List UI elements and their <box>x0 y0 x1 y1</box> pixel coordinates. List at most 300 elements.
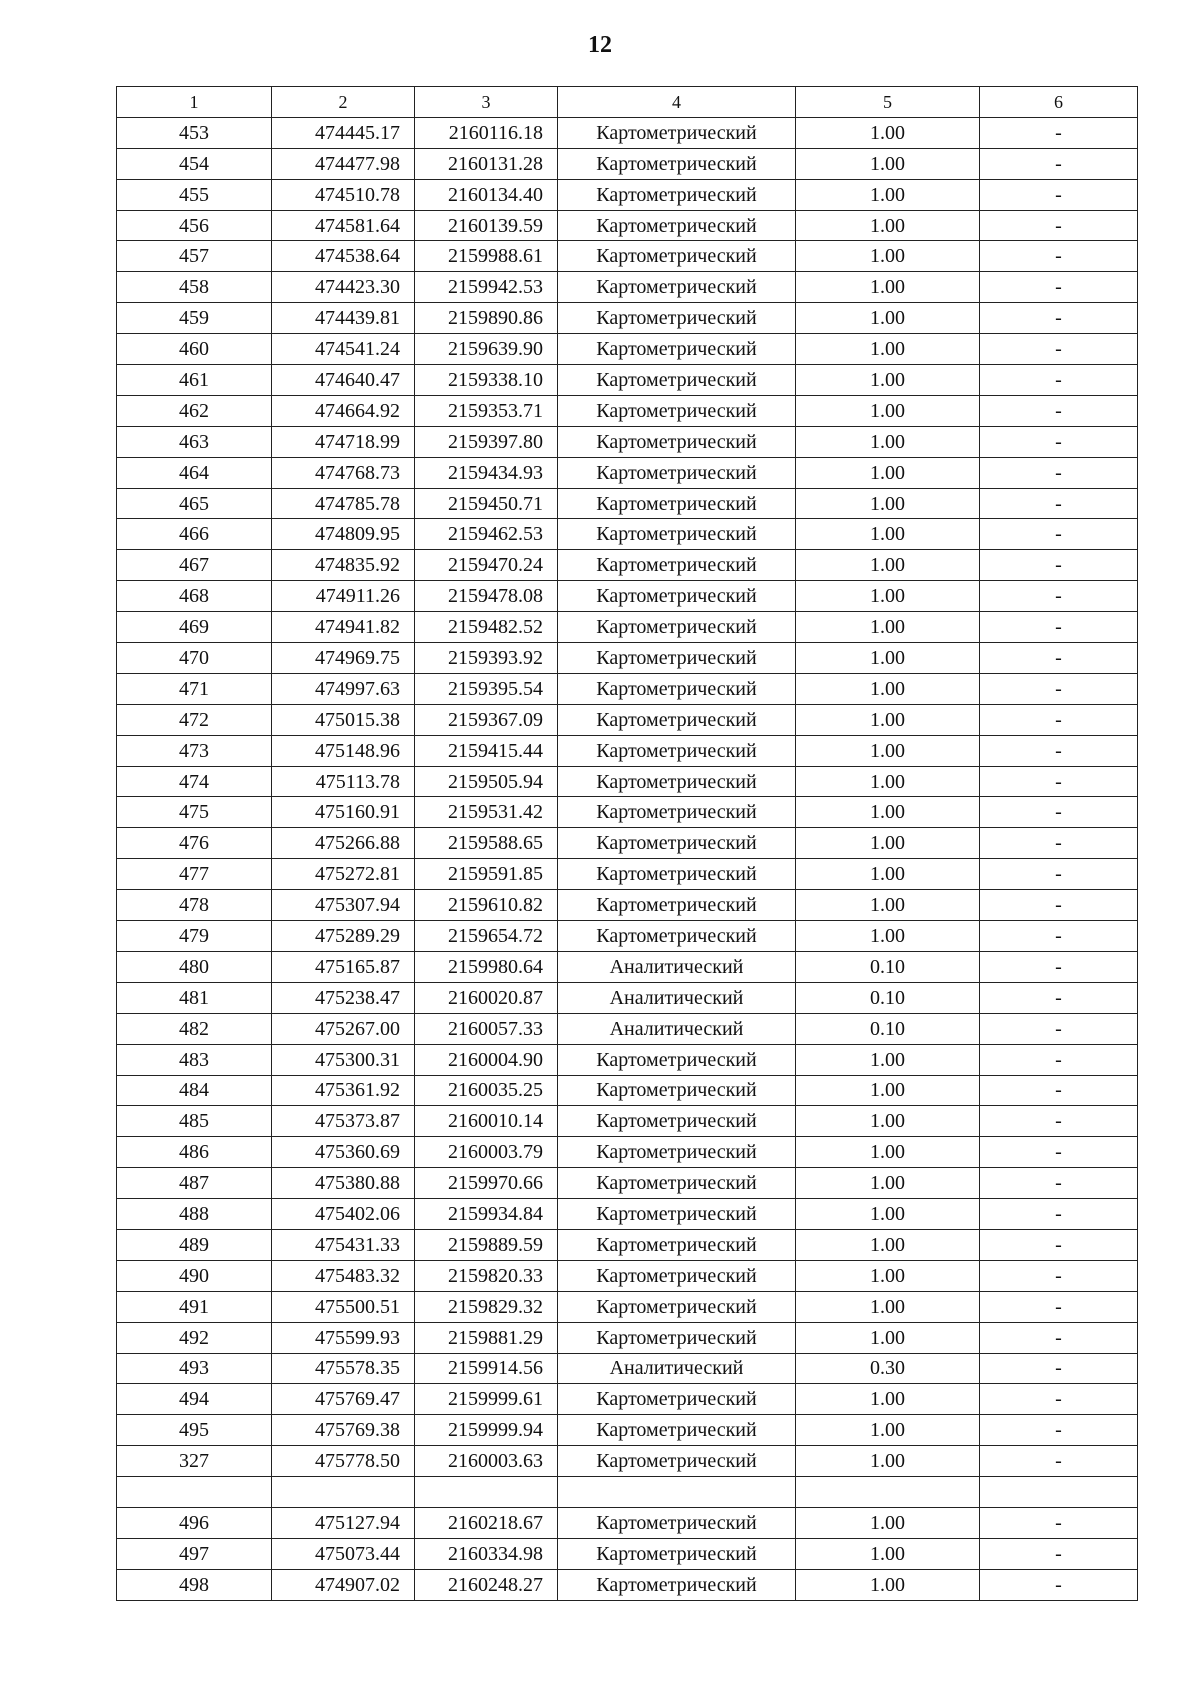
cell-point-number: 464 <box>117 457 272 488</box>
table-row <box>117 1415 1138 1446</box>
cell-method: Картометрический <box>558 365 796 396</box>
cell-y-coordinate: 2159890.86 <box>415 303 558 334</box>
column-header-3: 3 <box>415 87 558 118</box>
cell-point-number: 484 <box>117 1075 272 1106</box>
cell-point-number: 477 <box>117 859 272 890</box>
cell-accuracy: 1.00 <box>796 1168 980 1199</box>
table-row <box>117 612 1138 643</box>
column-header-2: 2 <box>272 87 415 118</box>
table-row <box>117 303 1138 334</box>
column-header-1: 1 <box>117 87 272 118</box>
cell-y-coordinate: 2159462.53 <box>415 519 558 550</box>
table-row <box>117 1384 1138 1415</box>
cell-point-number: 458 <box>117 272 272 303</box>
cell-x-coordinate: 474997.63 <box>272 673 415 704</box>
cell-accuracy: 0.30 <box>796 1353 980 1384</box>
cell-note: - <box>980 1322 1138 1353</box>
cell-y-coordinate: 2160334.98 <box>415 1538 558 1569</box>
cell-method: Картометрический <box>558 1106 796 1137</box>
table-row <box>117 735 1138 766</box>
cell-method: Картометрический <box>558 1137 796 1168</box>
cell-point-number: 488 <box>117 1199 272 1230</box>
cell-note <box>980 1477 1138 1508</box>
cell-x-coordinate: 475113.78 <box>272 766 415 797</box>
cell-method: Картометрический <box>558 704 796 735</box>
cell-method: Картометрический <box>558 117 796 148</box>
cell-accuracy: 1.00 <box>796 704 980 735</box>
cell-point-number: 465 <box>117 488 272 519</box>
cell-note: - <box>980 395 1138 426</box>
table-row <box>117 859 1138 890</box>
cell-note: - <box>980 1168 1138 1199</box>
table-row <box>117 241 1138 272</box>
cell-x-coordinate: 475148.96 <box>272 735 415 766</box>
cell-y-coordinate: 2160004.90 <box>415 1044 558 1075</box>
cell-note: - <box>980 426 1138 457</box>
cell-x-coordinate: 474941.82 <box>272 612 415 643</box>
cell-note: - <box>980 643 1138 674</box>
cell-y-coordinate: 2159639.90 <box>415 334 558 365</box>
cell-method: Картометрический <box>558 395 796 426</box>
cell-x-coordinate: 475267.00 <box>272 1013 415 1044</box>
cell-x-coordinate: 475073.44 <box>272 1538 415 1569</box>
cell-method: Картометрический <box>558 921 796 952</box>
cell-y-coordinate: 2159434.93 <box>415 457 558 488</box>
cell-accuracy: 1.00 <box>796 612 980 643</box>
cell-y-coordinate: 2160134.40 <box>415 179 558 210</box>
cell-note: - <box>980 179 1138 210</box>
cell-note: - <box>980 1106 1138 1137</box>
cell-note: - <box>980 148 1138 179</box>
cell-point-number: 485 <box>117 1106 272 1137</box>
cell-method: Картометрический <box>558 1415 796 1446</box>
table-row <box>117 395 1138 426</box>
cell-y-coordinate: 2159395.54 <box>415 673 558 704</box>
table-header-row <box>117 87 1138 118</box>
cell-accuracy: 1.00 <box>796 1569 980 1600</box>
cell-y-coordinate: 2159889.59 <box>415 1229 558 1260</box>
table-row <box>117 334 1138 365</box>
cell-note: - <box>980 365 1138 396</box>
cell-point-number <box>117 1477 272 1508</box>
cell-method: Картометрический <box>558 1168 796 1199</box>
cell-accuracy: 1.00 <box>796 365 980 396</box>
cell-accuracy: 1.00 <box>796 1137 980 1168</box>
cell-point-number: 493 <box>117 1353 272 1384</box>
cell-method: Картометрический <box>558 488 796 519</box>
cell-y-coordinate: 2159531.42 <box>415 797 558 828</box>
table-body <box>117 87 1138 1601</box>
table-row <box>117 1507 1138 1538</box>
table-row <box>117 951 1138 982</box>
cell-note: - <box>980 1384 1138 1415</box>
cell-method: Аналитический <box>558 951 796 982</box>
cell-accuracy: 1.00 <box>796 1260 980 1291</box>
cell-accuracy: 1.00 <box>796 303 980 334</box>
cell-note: - <box>980 457 1138 488</box>
cell-y-coordinate: 2159654.72 <box>415 921 558 952</box>
cell-method: Картометрический <box>558 210 796 241</box>
cell-accuracy <box>796 1477 980 1508</box>
cell-method: Картометрический <box>558 735 796 766</box>
cell-x-coordinate: 475500.51 <box>272 1291 415 1322</box>
cell-point-number: 491 <box>117 1291 272 1322</box>
table-row <box>117 117 1138 148</box>
table-row <box>117 1199 1138 1230</box>
cell-x-coordinate: 474581.64 <box>272 210 415 241</box>
cell-x-coordinate: 475778.50 <box>272 1446 415 1477</box>
cell-accuracy: 1.00 <box>796 210 980 241</box>
table-row <box>117 1569 1138 1600</box>
cell-x-coordinate: 475289.29 <box>272 921 415 952</box>
cell-accuracy: 1.00 <box>796 334 980 365</box>
cell-method: Картометрический <box>558 303 796 334</box>
cell-point-number: 466 <box>117 519 272 550</box>
cell-x-coordinate: 475599.93 <box>272 1322 415 1353</box>
cell-note: - <box>980 1229 1138 1260</box>
cell-method: Картометрический <box>558 1044 796 1075</box>
cell-y-coordinate: 2159820.33 <box>415 1260 558 1291</box>
table-row <box>117 921 1138 952</box>
cell-note: - <box>980 735 1138 766</box>
cell-y-coordinate: 2159881.29 <box>415 1322 558 1353</box>
cell-accuracy: 1.00 <box>796 673 980 704</box>
cell-x-coordinate: 475300.31 <box>272 1044 415 1075</box>
cell-point-number: 471 <box>117 673 272 704</box>
cell-method: Картометрический <box>558 673 796 704</box>
table-row <box>117 550 1138 581</box>
cell-accuracy: 1.00 <box>796 1538 980 1569</box>
table-row <box>117 519 1138 550</box>
cell-accuracy: 1.00 <box>796 1507 980 1538</box>
cell-y-coordinate: 2160003.63 <box>415 1446 558 1477</box>
cell-method: Картометрический <box>558 643 796 674</box>
cell-y-coordinate: 2159505.94 <box>415 766 558 797</box>
cell-method: Картометрический <box>558 1446 796 1477</box>
cell-point-number: 457 <box>117 241 272 272</box>
cell-accuracy: 1.00 <box>796 179 980 210</box>
cell-point-number: 476 <box>117 828 272 859</box>
cell-note: - <box>980 673 1138 704</box>
cell-accuracy: 1.00 <box>796 1384 980 1415</box>
cell-point-number: 460 <box>117 334 272 365</box>
cell-y-coordinate: 2160035.25 <box>415 1075 558 1106</box>
column-header-5: 5 <box>796 87 980 118</box>
cell-note: - <box>980 1199 1138 1230</box>
cell-x-coordinate: 474541.24 <box>272 334 415 365</box>
cell-point-number: 483 <box>117 1044 272 1075</box>
cell-accuracy: 1.00 <box>796 1199 980 1230</box>
cell-method <box>558 1477 796 1508</box>
cell-x-coordinate: 475307.94 <box>272 890 415 921</box>
cell-accuracy: 1.00 <box>796 519 980 550</box>
table-row <box>117 1353 1138 1384</box>
cell-point-number: 498 <box>117 1569 272 1600</box>
cell-accuracy: 1.00 <box>796 272 980 303</box>
cell-point-number: 475 <box>117 797 272 828</box>
cell-accuracy: 0.10 <box>796 951 980 982</box>
cell-y-coordinate: 2159353.71 <box>415 395 558 426</box>
cell-method: Картометрический <box>558 519 796 550</box>
cell-point-number: 454 <box>117 148 272 179</box>
cell-note: - <box>980 241 1138 272</box>
cell-y-coordinate: 2159470.24 <box>415 550 558 581</box>
table-row <box>117 1075 1138 1106</box>
cell-point-number: 490 <box>117 1260 272 1291</box>
cell-method: Картометрический <box>558 1384 796 1415</box>
cell-accuracy: 1.00 <box>796 797 980 828</box>
cell-y-coordinate: 2159914.56 <box>415 1353 558 1384</box>
cell-accuracy: 1.00 <box>796 643 980 674</box>
cell-y-coordinate: 2159338.10 <box>415 365 558 396</box>
coordinates-table <box>116 86 1138 1601</box>
table-row <box>117 1477 1138 1508</box>
table-row <box>117 1229 1138 1260</box>
cell-method: Картометрический <box>558 1569 796 1600</box>
cell-point-number: 486 <box>117 1137 272 1168</box>
column-header-6: 6 <box>980 87 1138 118</box>
cell-method: Картометрический <box>558 859 796 890</box>
cell-y-coordinate: 2159829.32 <box>415 1291 558 1322</box>
cell-note: - <box>980 766 1138 797</box>
cell-note: - <box>980 117 1138 148</box>
cell-y-coordinate: 2159999.61 <box>415 1384 558 1415</box>
table-row <box>117 210 1138 241</box>
cell-note: - <box>980 828 1138 859</box>
cell-method: Картометрический <box>558 890 796 921</box>
cell-y-coordinate: 2159478.08 <box>415 581 558 612</box>
cell-y-coordinate: 2159970.66 <box>415 1168 558 1199</box>
table-row <box>117 1260 1138 1291</box>
cell-point-number: 478 <box>117 890 272 921</box>
cell-x-coordinate: 475127.94 <box>272 1507 415 1538</box>
cell-note: - <box>980 704 1138 735</box>
cell-method: Картометрический <box>558 612 796 643</box>
cell-accuracy: 1.00 <box>796 1291 980 1322</box>
cell-note: - <box>980 334 1138 365</box>
cell-point-number: 494 <box>117 1384 272 1415</box>
cell-note: - <box>980 859 1138 890</box>
cell-note: - <box>980 1291 1138 1322</box>
table-row <box>117 766 1138 797</box>
cell-accuracy: 1.00 <box>796 1075 980 1106</box>
table-row <box>117 890 1138 921</box>
cell-y-coordinate: 2160116.18 <box>415 117 558 148</box>
table-row <box>117 673 1138 704</box>
cell-note: - <box>980 1415 1138 1446</box>
cell-x-coordinate: 474911.26 <box>272 581 415 612</box>
cell-accuracy: 0.10 <box>796 982 980 1013</box>
cell-x-coordinate: 474538.64 <box>272 241 415 272</box>
cell-point-number: 496 <box>117 1507 272 1538</box>
cell-point-number: 489 <box>117 1229 272 1260</box>
cell-point-number: 453 <box>117 117 272 148</box>
table-row <box>117 1168 1138 1199</box>
cell-note: - <box>980 519 1138 550</box>
cell-method: Картометрический <box>558 148 796 179</box>
cell-note: - <box>980 612 1138 643</box>
cell-accuracy: 1.00 <box>796 1044 980 1075</box>
cell-accuracy: 1.00 <box>796 1322 980 1353</box>
cell-method: Аналитический <box>558 1013 796 1044</box>
cell-method: Картометрический <box>558 457 796 488</box>
table-row <box>117 365 1138 396</box>
cell-method: Картометрический <box>558 272 796 303</box>
cell-y-coordinate: 2159988.61 <box>415 241 558 272</box>
cell-y-coordinate: 2159934.84 <box>415 1199 558 1230</box>
table-row <box>117 1446 1138 1477</box>
cell-note: - <box>980 1013 1138 1044</box>
table-row <box>117 1322 1138 1353</box>
cell-y-coordinate: 2159482.52 <box>415 612 558 643</box>
cell-point-number: 479 <box>117 921 272 952</box>
table-row <box>117 982 1138 1013</box>
cell-point-number: 468 <box>117 581 272 612</box>
cell-note: - <box>980 890 1138 921</box>
cell-x-coordinate: 474768.73 <box>272 457 415 488</box>
cell-accuracy: 1.00 <box>796 581 980 612</box>
cell-y-coordinate: 2160020.87 <box>415 982 558 1013</box>
cell-point-number: 487 <box>117 1168 272 1199</box>
cell-y-coordinate: 2159999.94 <box>415 1415 558 1446</box>
cell-accuracy: 1.00 <box>796 148 980 179</box>
cell-x-coordinate: 475380.88 <box>272 1168 415 1199</box>
cell-note: - <box>980 982 1138 1013</box>
table-row <box>117 704 1138 735</box>
cell-note: - <box>980 488 1138 519</box>
table-row <box>117 797 1138 828</box>
cell-note: - <box>980 272 1138 303</box>
cell-point-number: 470 <box>117 643 272 674</box>
cell-x-coordinate: 475769.47 <box>272 1384 415 1415</box>
cell-y-coordinate: 2159367.09 <box>415 704 558 735</box>
table-row <box>117 179 1138 210</box>
cell-note: - <box>980 1260 1138 1291</box>
cell-x-coordinate: 475266.88 <box>272 828 415 859</box>
table-row <box>117 1013 1138 1044</box>
cell-point-number: 459 <box>117 303 272 334</box>
cell-y-coordinate: 2160003.79 <box>415 1137 558 1168</box>
cell-point-number: 462 <box>117 395 272 426</box>
cell-x-coordinate: 474640.47 <box>272 365 415 396</box>
cell-accuracy: 1.00 <box>796 1106 980 1137</box>
cell-y-coordinate: 2160010.14 <box>415 1106 558 1137</box>
cell-note: - <box>980 210 1138 241</box>
cell-method: Картометрический <box>558 1199 796 1230</box>
table-row <box>117 488 1138 519</box>
cell-x-coordinate: 475160.91 <box>272 797 415 828</box>
cell-accuracy: 1.00 <box>796 1229 980 1260</box>
cell-accuracy: 1.00 <box>796 735 980 766</box>
cell-x-coordinate: 474664.92 <box>272 395 415 426</box>
cell-x-coordinate: 474439.81 <box>272 303 415 334</box>
cell-method: Картометрический <box>558 1322 796 1353</box>
cell-point-number: 327 <box>117 1446 272 1477</box>
cell-y-coordinate: 2159450.71 <box>415 488 558 519</box>
cell-point-number: 472 <box>117 704 272 735</box>
cell-accuracy: 1.00 <box>796 457 980 488</box>
cell-method: Картометрический <box>558 1538 796 1569</box>
cell-point-number: 480 <box>117 951 272 982</box>
cell-method: Картометрический <box>558 1507 796 1538</box>
table-row <box>117 457 1138 488</box>
cell-accuracy: 1.00 <box>796 890 980 921</box>
cell-point-number: 474 <box>117 766 272 797</box>
cell-accuracy: 1.00 <box>796 859 980 890</box>
cell-accuracy: 1.00 <box>796 921 980 952</box>
cell-note: - <box>980 1075 1138 1106</box>
table-row <box>117 1538 1138 1569</box>
table-row <box>117 1044 1138 1075</box>
cell-point-number: 455 <box>117 179 272 210</box>
cell-x-coordinate: 475578.35 <box>272 1353 415 1384</box>
cell-point-number: 495 <box>117 1415 272 1446</box>
cell-note: - <box>980 550 1138 581</box>
cell-accuracy: 1.00 <box>796 1446 980 1477</box>
cell-point-number: 481 <box>117 982 272 1013</box>
cell-accuracy: 1.00 <box>796 488 980 519</box>
cell-method: Аналитический <box>558 982 796 1013</box>
cell-x-coordinate: 475165.87 <box>272 951 415 982</box>
cell-note: - <box>980 921 1138 952</box>
cell-method: Картометрический <box>558 1229 796 1260</box>
table-row <box>117 272 1138 303</box>
cell-y-coordinate: 2160218.67 <box>415 1507 558 1538</box>
cell-x-coordinate: 475431.33 <box>272 1229 415 1260</box>
column-header-4: 4 <box>558 87 796 118</box>
cell-x-coordinate: 475238.47 <box>272 982 415 1013</box>
cell-accuracy: 1.00 <box>796 1415 980 1446</box>
cell-note: - <box>980 1446 1138 1477</box>
cell-method: Картометрический <box>558 581 796 612</box>
cell-x-coordinate: 475402.06 <box>272 1199 415 1230</box>
cell-note: - <box>980 1538 1138 1569</box>
cell-y-coordinate: 2159610.82 <box>415 890 558 921</box>
cell-x-coordinate <box>272 1477 415 1508</box>
cell-x-coordinate: 474969.75 <box>272 643 415 674</box>
cell-note: - <box>980 303 1138 334</box>
cell-y-coordinate: 2159397.80 <box>415 426 558 457</box>
cell-x-coordinate: 475483.32 <box>272 1260 415 1291</box>
cell-accuracy: 0.10 <box>796 1013 980 1044</box>
cell-point-number: 492 <box>117 1322 272 1353</box>
cell-method: Картометрический <box>558 426 796 457</box>
cell-x-coordinate: 475015.38 <box>272 704 415 735</box>
cell-y-coordinate: 2159415.44 <box>415 735 558 766</box>
cell-x-coordinate: 475272.81 <box>272 859 415 890</box>
cell-point-number: 461 <box>117 365 272 396</box>
table-row <box>117 148 1138 179</box>
cell-method: Картометрический <box>558 241 796 272</box>
cell-x-coordinate: 474835.92 <box>272 550 415 581</box>
cell-point-number: 473 <box>117 735 272 766</box>
cell-point-number: 469 <box>117 612 272 643</box>
table-row <box>117 426 1138 457</box>
cell-point-number: 463 <box>117 426 272 457</box>
cell-y-coordinate: 2160057.33 <box>415 1013 558 1044</box>
cell-x-coordinate: 474785.78 <box>272 488 415 519</box>
table-row <box>117 643 1138 674</box>
cell-y-coordinate: 2159980.64 <box>415 951 558 982</box>
cell-y-coordinate: 2159588.65 <box>415 828 558 859</box>
cell-note: - <box>980 1507 1138 1538</box>
cell-x-coordinate: 474809.95 <box>272 519 415 550</box>
cell-note: - <box>980 951 1138 982</box>
cell-accuracy: 1.00 <box>796 241 980 272</box>
cell-method: Картометрический <box>558 550 796 581</box>
cell-method: Картометрический <box>558 1291 796 1322</box>
cell-x-coordinate: 475373.87 <box>272 1106 415 1137</box>
